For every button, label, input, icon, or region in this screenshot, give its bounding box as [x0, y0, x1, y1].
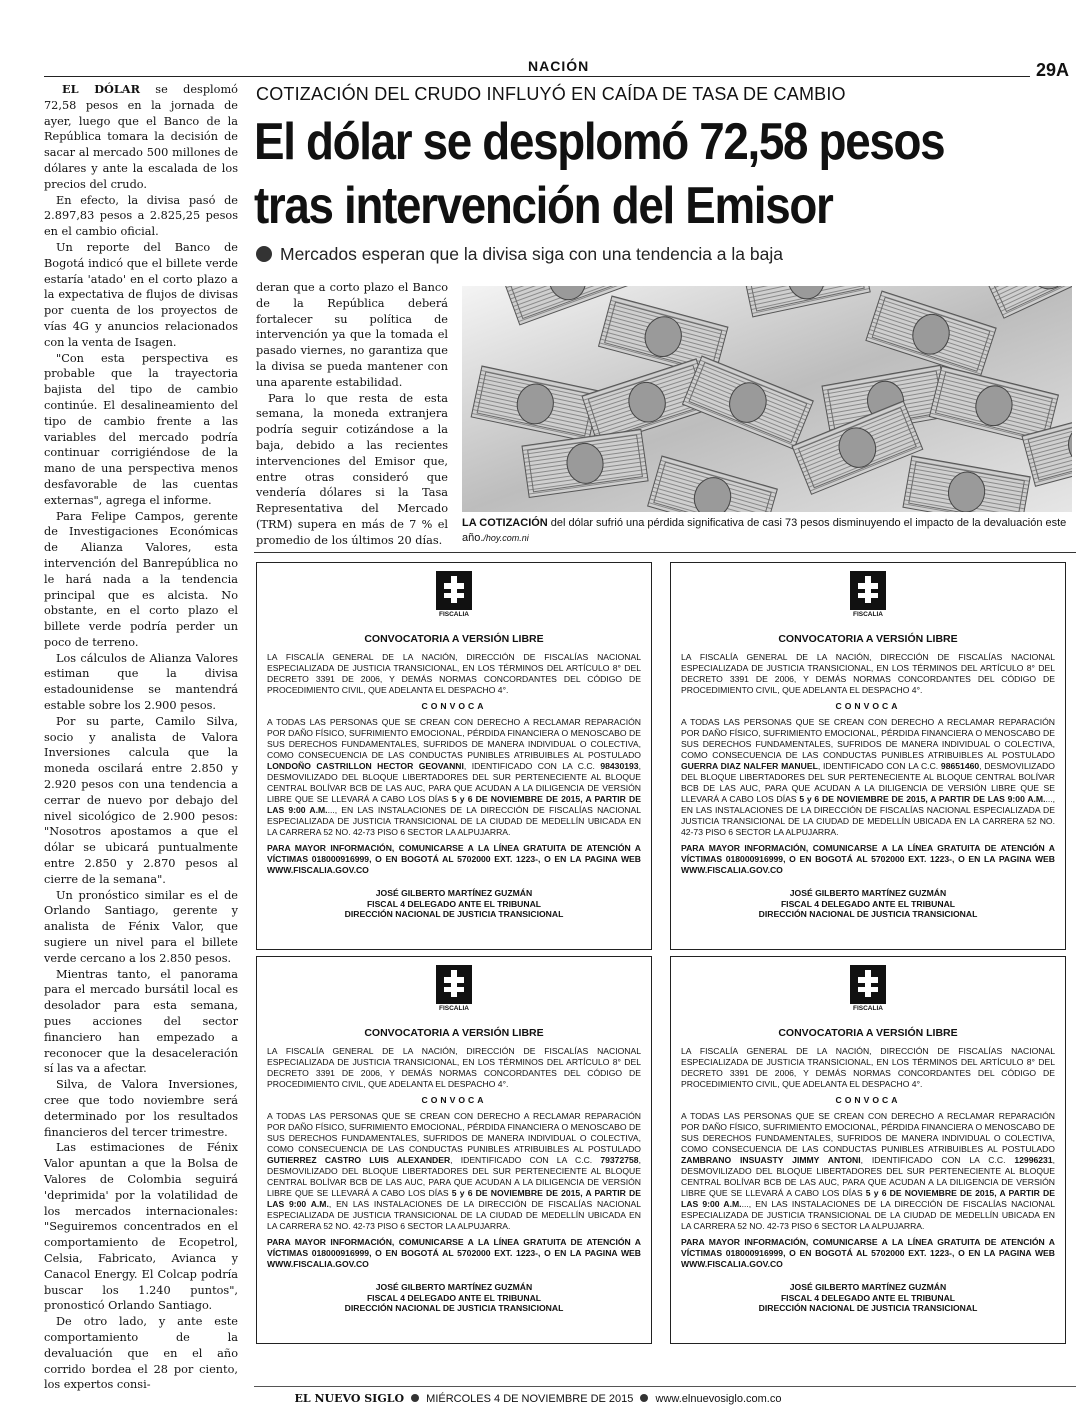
paragraph-text: Un reporte del Banco de Bogotá indicó que el billete verde estaría 'atado' en el corto plazo a la expectativa de flujos de divisas por cuenta de los proyectos de vías 4G y anuncios relacionados con la venta de Isagen.: [44, 240, 238, 349]
signature-office: DIRECCIÓN NACIONAL DE JUSTICIA TRANSICIONAL: [344, 909, 564, 919]
header-rule: [44, 76, 1030, 77]
notice-body-post: , DESMOVILIZADO DEL BLOQUE LIBERTADORES DEL SUR PERTENECIENTE AL BLOQUE CENTRAL BOLÍVAR BCB DE LAS AUC, PARA QUE ACUDAN A LA DILIGENCIA DE VERSIÓN LIBRE QUE SE LLEVARÁ A CABO LOS DÍAS: [267, 761, 641, 804]
footer-date: MIÉRCOLES 4 DE NOVIEMBRE DE 2015: [426, 1393, 634, 1405]
notice-time: , A PARTIR DE LAS 9:00 A.M.: [925, 794, 1046, 804]
notice-body: [681, 652, 1055, 920]
notice-cc: 98651460: [940, 761, 980, 771]
notice-signature: [681, 888, 1055, 920]
paragraph-text: "Con esta perspectiva es probable que la trayectoria bajista del tipo de cambio continúe. El desalineamiento del tipo de cambio frente a las variables del mercado podría continuar corrigiéndose de la mano de una perspectiva menos desfavorable de las cuentas externas", agrega el informe.: [44, 351, 238, 507]
page-footer: [0, 1392, 1076, 1405]
paragraph-text: De otro lado, y ante este comportamiento de la devaluación que en el año corrido bordea el 28 por ciento, los expertos consi-: [44, 1315, 238, 1392]
fiscalia-logo-icon: [850, 571, 886, 619]
page-number: 29A: [1036, 60, 1070, 80]
middle-column-text: [256, 280, 448, 549]
notice-body-post: , DESMOVILIZADO DEL BLOQUE LIBERTADORES DEL SUR PERTENECIENTE AL BLOQUE CENTRAL BOLÍVAR BCB DE LAS AUC, PARA QUE ACUDAN A LA DILIGENCIA DE VERSIÓN LIBRE QUE SE LLEVARÁ A CABO LOS DÍAS: [681, 761, 1055, 804]
notice-intro: LA FISCALÍA GENERAL DE LA NACIÓN, DIRECCIÓN DE FISCALÍAS NACIONAL ESPECIALIZADA DE JUSTICIA TRANSICIONAL, EN LOS TÉRMINOS DEL ARTÍCULO 8° DEL DECRETO 3391 DE 2006, Y DEMÁS NORMAS CONCORDANTES DEL CÓDIGO DE PROCEDIMIENTO CIVIL, QUE ADELANTA EL DESPACHO 4°.: [267, 652, 641, 695]
notice-body: [267, 652, 641, 920]
paragraph-text: Un pronóstico similar es el de Orlando Santiago, gerente y analista de Fénix Valor, que sugiere un nivel para el billete verde cercano a los 2.850 pesos.: [44, 888, 238, 965]
headline-line-2: tras intervención del Emisor: [254, 177, 833, 235]
headline-line-1: El dólar se desplomó 72,58 pesos: [254, 113, 945, 171]
notice-body-post: , DESMOVILIZADO DEL BLOQUE LIBERTADORES DEL SUR PERTENECIENTE AL BLOQUE CENTRAL BOLÍVAR BCB DE LAS AUC, PARA QUE ACUDAN A LA DILIGENCIA DE VERSIÓN LIBRE QUE SE LLEVARÁ A CABO LOS DÍAS: [681, 1155, 1055, 1198]
section-label: NACIÓN: [528, 58, 590, 74]
notice-time: , A PARTIR DE LAS 9:00 A.M.: [681, 1188, 1055, 1209]
caption-lead: LA COTIZACIÓN: [462, 517, 548, 529]
notice-place: ..., EN LAS INSTALACIONES DE LA DIRECCIÓN DE FISCALÍAS NACIONAL ESPECIALIZADA DE JUSTICIA TRANSICIONAL DE LA CIUDAD DE MEDELLÍN UBICADA EN LA CARRERA 52 NO. 42-73 PISO 6 SECTOR LA ALPUJARRA.: [267, 805, 642, 837]
fiscalia-logo-icon: [436, 965, 472, 1013]
left-paragraph: [44, 240, 238, 351]
signature-role: FISCAL 4 DELEGADO ANTE EL TRIBUNAL: [780, 898, 956, 909]
notice-dates: 5 y 6 DE NOVIEMBRE DE 2015: [865, 1188, 995, 1198]
paragraph-text: En efecto, la divisa pasó de 2.897,83 pesos a 2.825,25 pesos en el cambio oficial.: [44, 193, 238, 239]
notice-body: [267, 1046, 641, 1314]
notice-text: [267, 1111, 641, 1232]
middle-paragraph: Para lo que resta de esta semana, la moneda extranjera podría seguir cotizándose a la baja, debido a las recientes intervenciones del Emisor que, entre otras consideró que vendería dólares si la Tasa Representativa del Mercado (TRM) supera en más de 7 % el promedio de los últimos 20 días.: [256, 391, 448, 547]
notice-info: PARA MAYOR INFORMACIÓN, COMUNICARSE A LA LÍNEA GRATUITA DE ATENCIÓN A VÍCTIMAS 018000916999, O EN BOGOTÁ AL 5702000 EXT. 1223-, O EN LA PAGINA WEB WWW.FISCALIA.GOV.CO: [267, 843, 641, 875]
signature-name: JOSÉ GILBERTO MARTÍNEZ GUZMÁN: [789, 1282, 947, 1292]
paragraph-text: Por su parte, Camilo Silva, socio y analista de Valora Inversiones calcula que la moneda oscilará entre 2.850 y 2.920 pesos con una tendencia a cerrar de nuevo por debajo del nivel sicológico de 2.900 pesos: "Nosotros apostamos a que el dólar se ubicará puntualmente entre 2.850 y 2.870 pesos al cierre de la semana".: [44, 714, 238, 886]
caption-text: del dólar sufrió una pérdida significativa de casi 73 pesos disminuyendo el impacto de la devaluación este año.: [462, 517, 1067, 544]
notice-title: CONVOCATORIA A VERSIÓN LIBRE: [364, 1027, 544, 1039]
left-paragraph: [44, 714, 238, 888]
notice-cc: 12996231: [1014, 1155, 1053, 1165]
notice-body-pre: A TODAS LAS PERSONAS QUE SE CREAN CON DERECHO A RECLAMAR REPARACIÓN POR DAÑO FÍSICO, SUFRIMIENTO EMOCIONAL, PÉRDIDA FINANCIERA O MENOSCABO DE SUS DERECHOS FUNDAMENTALES, SUFRIDOS DE MANERA INDIVIDUAL O COLECTIVA, COMO CONSECUENCIA DE LAS CONDUCTAS PUNIBLES ATRIBUIBLES AL POSTULADO: [267, 1111, 641, 1154]
bullet-dot-icon: [256, 246, 272, 262]
article-subhead: [256, 244, 783, 265]
notice-body-mid: , IDENTIFICADO CON LA C.C.: [463, 761, 601, 771]
notice-cc: 98430193: [600, 761, 639, 771]
notice-title: CONVOCATORIA A VERSIÓN LIBRE: [778, 1027, 958, 1039]
paragraph-text: Las estimaciones de Fénix Valor apuntan a que la Bolsa de Valores de Colombia seguirá 'deprimida' por la volatilidad de los mercados internacionales: "Seguiremos concentrados en el comportamiento de Ecopetrol, Celsia, Fabricato, Avianca y Canacol Energy. El Colcap podría buscar los 1.240 puntos", pronosticó Orlando Santiago.: [44, 1141, 238, 1313]
signature-role: FISCAL 4 DELEGADO ANTE EL TRIBUNAL: [366, 1292, 542, 1303]
footer-dot-icon: [411, 1394, 419, 1402]
notice-info: PARA MAYOR INFORMACIÓN, COMUNICARSE A LA LÍNEA GRATUITA DE ATENCIÓN A VÍCTIMAS 018000916999, O EN BOGOTÁ AL 5702000 EXT. 1223-, O EN LA PAGINA WEB WWW.FISCALIA.GOV.CO: [681, 843, 1055, 875]
paragraph-text: Mientras tanto, el panorama para el mercado bursátil local es desolador para esta semana, pues acciones del sector financiero han empezado a reconocer que la desaceleración sí las va a afectar.: [44, 967, 238, 1076]
notice-convoca: CONVOCA: [835, 1095, 901, 1105]
notice-place: , EN LAS INSTALACIONES DE LA DIRECCIÓN DE FISCALÍAS NACIONAL ESPECIALIZADA DE JUSTICIA TRANSICIONAL DE LA CIUDAD DE MEDELLÍN UBICADA EN LA CARRERA 52 NO. 42-73 PISO 6 SECTOR LA ALPUJARRA.: [267, 1199, 641, 1231]
signature-name: JOSÉ GILBERTO MARTÍNEZ GUZMÁN: [375, 888, 533, 898]
fiscalia-notice: [670, 956, 1066, 1344]
signature-office: DIRECCIÓN NACIONAL DE JUSTICIA TRANSICIONAL: [758, 1303, 978, 1313]
paragraph-text: Para Felipe Campos, gerente de Investigaciones Económicas de Alianza Valores, esta intervención del Banrepública no le hará nada a la tendencia principal que es alcista. No obstante, en el corto plazo el billete verde podría perder un poco de terreno.: [44, 509, 238, 649]
article-kicker: COTIZACIÓN DEL CRUDO INFLUYÓ EN CAÍDA DE TASA DE CAMBIO: [256, 84, 846, 104]
logo-label: FISCALIA: [850, 610, 886, 619]
logo-label: FISCALIA: [850, 1004, 886, 1013]
notice-convoca: CONVOCA: [421, 701, 487, 711]
logo-label: FISCALIA: [436, 1004, 472, 1013]
notice-text: [681, 1111, 1055, 1232]
dollar-bills-photo: [462, 286, 1072, 512]
left-paragraph: [44, 967, 238, 1078]
notice-intro: LA FISCALÍA GENERAL DE LA NACIÓN, DIRECCIÓN DE FISCALÍAS NACIONAL ESPECIALIZADA DE JUSTICIA TRANSICIONAL, EN LOS TÉRMINOS DEL ARTÍCULO 8° DEL DECRETO 3391 DE 2006, Y DEMÁS NORMAS CONCORDANTES DEL CÓDIGO DE PROCEDIMIENTO CIVIL, QUE ADELANTA EL DESPACHO 4°.: [681, 1046, 1055, 1089]
left-paragraph: [44, 651, 238, 714]
subhead-text: Mercados esperan que la divisa siga con una tendencia a la baja: [280, 244, 783, 264]
caption-source: /hoy.com.ni: [483, 533, 529, 543]
caption-rule: [254, 552, 1076, 553]
notice-time: , A PARTIR DE LAS 9:00 A.M.: [267, 1188, 641, 1209]
logo-label: FISCALIA: [436, 610, 472, 619]
left-paragraph: [44, 82, 238, 193]
left-paragraph: [44, 1077, 238, 1140]
notice-postulado-name: GUERRA DIAZ NALFER MANUEL: [681, 761, 818, 771]
middle-paragraph: deran que a corto plazo el Banco de la República deberá fortalecer su política de intervención ya que la tomada el pasado viernes, no garantiza que la divisa se pueda mantener con una aparente estabilidad.: [256, 281, 448, 389]
notice-postulado-name: GUTIERREZ CASTRO LUIS ALEXANDER: [267, 1155, 451, 1165]
notice-title: CONVOCATORIA A VERSIÓN LIBRE: [364, 633, 544, 645]
paragraph-text: se desplomó 72,58 pesos en la jornada de ayer, luego que el Banco de la República tomara la decisión de sacar al mercado 500 millones de dólares y ante la escalada de los precios del crudo.: [44, 83, 238, 191]
notice-dates: 5 y 6 DE NOVIEMBRE DE 2015: [451, 794, 581, 804]
paragraph-lead: EL DÓLAR: [62, 82, 140, 96]
banknotes-image: [462, 286, 1072, 512]
notice-place: ..., EN LAS INSTALACIONES DE LA DIRECCIÓN DE FISCALÍAS NACIONAL ESPECIALIZADA DE JUSTICIA TRANSICIONAL DE LA CIUDAD DE MEDELLÍN UBICADA EN LA CARRERA 52 NO. 42-73 PISO 6 SECTOR LA ALPUJARRA.: [681, 1199, 1056, 1231]
notice-signature: [267, 1282, 641, 1314]
signature-name: JOSÉ GILBERTO MARTÍNEZ GUZMÁN: [789, 888, 947, 898]
photo-caption: [462, 516, 1072, 546]
signature-role: FISCAL 4 DELEGADO ANTE EL TRIBUNAL: [780, 1292, 956, 1303]
paragraph-text: Los cálculos de Alianza Valores estiman que la divisa estadounidense se mantendrá estable sobre los 2.900 pesos.: [44, 651, 238, 713]
notice-title: CONVOCATORIA A VERSIÓN LIBRE: [778, 633, 958, 645]
notice-body-mid: , IDENTIFICADO CON LA C.C.: [860, 1155, 1015, 1165]
left-paragraph: [44, 1314, 238, 1393]
fiscalia-notice: [670, 562, 1066, 950]
notice-time: , A PARTIR DE LAS 9:00 A.M.: [267, 794, 641, 815]
notice-dates: 5 y 6 DE NOVIEMBRE DE 2015: [799, 794, 926, 804]
fiscalia-logo-icon: [436, 571, 472, 619]
signature-role: FISCAL 4 DELEGADO ANTE EL TRIBUNAL: [366, 898, 542, 909]
notice-body-post: , DESMOVILIZADO DEL BLOQUE LIBERTADORES DEL SUR PERTENECIENTE AL BLOQUE CENTRAL BOLÍVAR BCB DE LAS AUC, PARA QUE ACUDAN A LA DILIGENCIA DE VERSIÓN LIBRE QUE SE LLEVARÁ A CABO LOS DÍAS: [267, 1155, 641, 1198]
left-column-text: [44, 82, 238, 1393]
notice-body-mid: , IDENTIFICADO CON LA C.C.: [817, 761, 941, 771]
notice-convoca: CONVOCA: [835, 701, 901, 711]
signature-office: DIRECCIÓN NACIONAL DE JUSTICIA TRANSICIONAL: [758, 909, 978, 919]
notice-signature: [267, 888, 641, 920]
signature-office: DIRECCIÓN NACIONAL DE JUSTICIA TRANSICIONAL: [344, 1303, 564, 1313]
notice-dates: 5 y 6 DE NOVIEMBRE DE 2015: [451, 1188, 581, 1198]
article-headline: [254, 110, 949, 238]
left-paragraph: [44, 351, 238, 509]
footer-dot-icon: [640, 1394, 648, 1402]
paragraph-text: Silva, de Valora Inversiones, cree que todo noviembre será determinado por los resultados financieros del tercer trimestre.: [44, 1078, 238, 1139]
notice-info: PARA MAYOR INFORMACIÓN, COMUNICARSE A LA LÍNEA GRATUITA DE ATENCIÓN A VÍCTIMAS 018000916999, O EN BOGOTÁ AL 5702000 EXT. 1223-, O EN LA PAGINA WEB WWW.FISCALIA.GOV.CO: [267, 1237, 641, 1269]
notice-body-pre: A TODAS LAS PERSONAS QUE SE CREAN CON DERECHO A RECLAMAR REPARACIÓN POR DAÑO FÍSICO, SUFRIMIENTO EMOCIONAL, PÉRDIDA FINANCIERA O MENOSCABO DE SUS DERECHOS FUNDAMENTALES, SUFRIDOS DE MANERA INDIVIDUAL O COLECTIVA, COMO CONSECUENCIA DE LAS CONDUCTAS PUNIBLES ATRIBUIBLES AL POSTULADO: [267, 717, 641, 760]
notice-place: ..., EN LAS INSTALACIONES DE LA DIRECCIÓN DE FISCALÍAS NACIONAL ESPECIALIZADA DE JUSTICIA TRANSICIONAL DE LA CIUDAD DE MEDELLÍN UBICADA EN LA CARRERA 52 NO. 42-73 PISO 6 SECTOR LA ALPUJARRA.: [681, 794, 1056, 837]
notice-body: [681, 1046, 1055, 1314]
notice-body-pre: A TODAS LAS PERSONAS QUE SE CREAN CON DERECHO A RECLAMAR REPARACIÓN POR DAÑO FÍSICO, SUFRIMIENTO EMOCIONAL, PÉRDIDA FINANCIERA O MENOSCABO DE SUS DERECHOS FUNDAMENTALES, SUFRIDOS DE MANERA INDIVIDUAL O COLECTIVA, COMO CONSECUENCIA DE LAS CONDUCTAS PUNIBLES ATRIBUIBLES AL POSTULADO: [681, 717, 1055, 760]
left-paragraph: [44, 888, 238, 967]
left-paragraph: [44, 193, 238, 240]
notice-convoca: CONVOCA: [421, 1095, 487, 1105]
notice-postulado-name: ZAMBRANO INSUASTY JIMMY ANTONI: [681, 1155, 861, 1165]
footer-url: www.elnuevosiglo.com.co: [655, 1393, 782, 1405]
left-paragraph: [44, 509, 238, 651]
notice-text: [681, 717, 1055, 838]
fiscalia-notice: [256, 562, 652, 950]
notice-body-pre: A TODAS LAS PERSONAS QUE SE CREAN CON DERECHO A RECLAMAR REPARACIÓN POR DAÑO FÍSICO, SUFRIMIENTO EMOCIONAL, PÉRDIDA FINANCIERA O MENOSCABO DE SUS DERECHOS FUNDAMENTALES, SUFRIDOS DE MANERA INDIVIDUAL O COLECTIVA, COMO CONSECUENCIA DE LAS CONDUCTAS PUNIBLES ATRIBUIBLES AL POSTULADO: [681, 1111, 1055, 1154]
signature-name: JOSÉ GILBERTO MARTÍNEZ GUZMÁN: [375, 1282, 533, 1292]
fiscalia-logo-icon: [850, 965, 886, 1013]
footer-paper-name: EL NUEVO SIGLO: [294, 1392, 405, 1405]
notice-body-mid: , IDENTIFICADO CON LA C.C.: [450, 1155, 601, 1165]
notice-postulado-name: LONDOÑO CASTRILLON HECTOR GEOVANNI: [267, 761, 464, 771]
footer-rule: [254, 1386, 1076, 1387]
notice-signature: [681, 1282, 1055, 1314]
notice-cc: 79372758: [600, 1155, 639, 1165]
fiscalia-notice: [256, 956, 652, 1344]
left-paragraph: [44, 1140, 238, 1314]
notice-intro: LA FISCALÍA GENERAL DE LA NACIÓN, DIRECCIÓN DE FISCALÍAS NACIONAL ESPECIALIZADA DE JUSTICIA TRANSICIONAL, EN LOS TÉRMINOS DEL ARTÍCULO 8° DEL DECRETO 3391 DE 2006, Y DEMÁS NORMAS CONCORDANTES DEL CÓDIGO DE PROCEDIMIENTO CIVIL, QUE ADELANTA EL DESPACHO 4°.: [267, 1046, 641, 1089]
notice-intro: LA FISCALÍA GENERAL DE LA NACIÓN, DIRECCIÓN DE FISCALÍAS NACIONAL ESPECIALIZADA DE JUSTICIA TRANSICIONAL, EN LOS TÉRMINOS DEL ARTÍCULO 8° DEL DECRETO 3391 DE 2006, Y DEMÁS NORMAS CONCORDANTES DEL CÓDIGO DE PROCEDIMIENTO CIVIL, QUE ADELANTA EL DESPACHO 4°.: [681, 652, 1055, 695]
notice-info: PARA MAYOR INFORMACIÓN, COMUNICARSE A LA LÍNEA GRATUITA DE ATENCIÓN A VÍCTIMAS 018000916999, O EN BOGOTÁ AL 5702000 EXT. 1223-, O EN LA PAGINA WEB WWW.FISCALIA.GOV.CO: [681, 1237, 1055, 1269]
notice-text: [267, 717, 641, 838]
